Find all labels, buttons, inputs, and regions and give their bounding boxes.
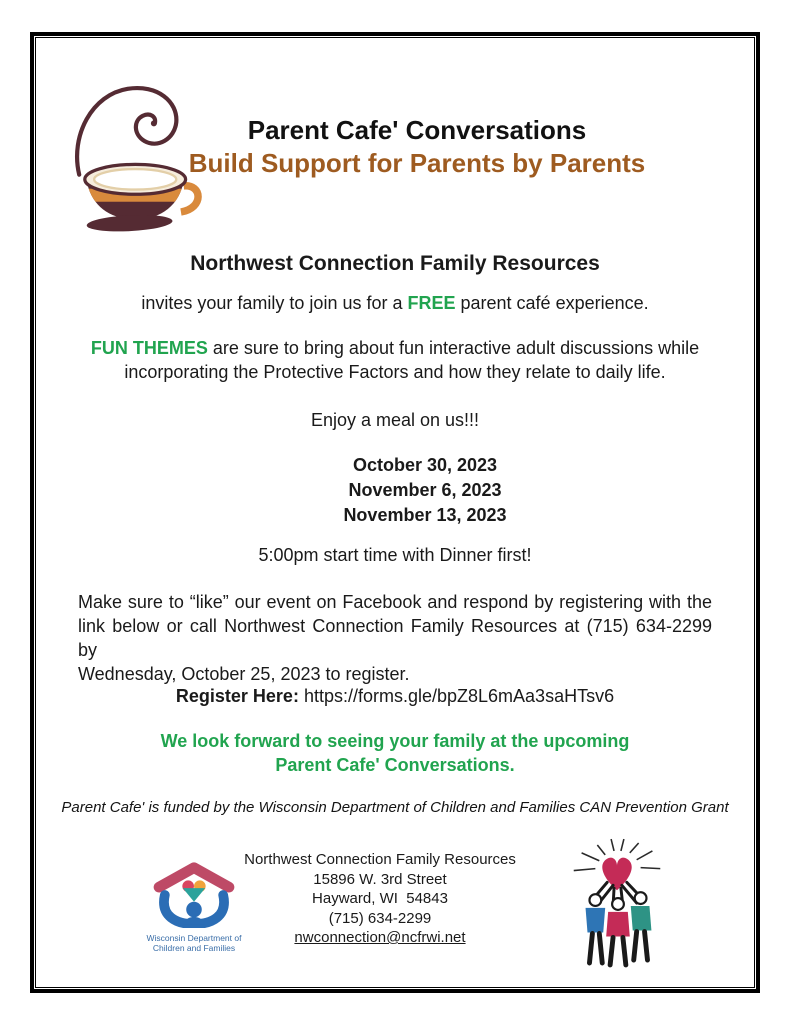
footer xyxy=(34,842,756,982)
themes-line-2: incorporating the Protective Factors and how they relate to daily life. xyxy=(124,362,666,382)
footer-org-name: Northwest Connection Family Resources xyxy=(244,851,516,868)
invite-line xyxy=(34,293,756,314)
flyer-title: Parent Cafe' Conversations xyxy=(247,115,587,145)
meal-line: Enjoy a meal on us!!! xyxy=(310,410,480,430)
page-border xyxy=(30,32,760,993)
registration-url[interactable]: https://forms.gle/bpZ8L6mAa3saHTsv6 xyxy=(303,686,615,706)
flyer-subtitle: Build Support for Parents by Parents xyxy=(188,148,646,178)
themes-line-1 xyxy=(34,336,756,360)
closing-line-2: Parent Cafe' Conversations. xyxy=(275,755,515,775)
event-date: November 13, 2023 xyxy=(343,505,507,525)
invite-text-post: parent café experience. xyxy=(455,293,649,313)
event-dates xyxy=(94,453,756,528)
themes-paragraph xyxy=(34,336,756,384)
funding-note: Parent Cafe' is funded by the Wisconsin Department of Children and Families CAN Prevention Grant xyxy=(61,799,729,816)
start-time-line: 5:00pm start time with Dinner first! xyxy=(258,545,532,565)
org-heading: Northwest Connection Family Resources xyxy=(190,252,600,275)
footer-street: 15896 W. 3rd Street xyxy=(313,870,447,888)
register-here-label: Register Here: xyxy=(175,686,304,706)
wdcf-logo-text-line-2: Children and Families xyxy=(152,943,236,953)
registration-paragraph-line: Make sure to “like” our event on Facebook and respond by registering with the xyxy=(78,592,712,612)
free-highlight: FREE xyxy=(407,293,456,313)
closing-message xyxy=(34,729,756,777)
closing-line-1: We look forward to seeing your family at the upcoming xyxy=(160,731,630,751)
family-holding-heart-logo-icon xyxy=(558,838,676,970)
invite-text-pre: invites your family to join us for a xyxy=(141,293,408,313)
footer-city-state-zip: Hayward, WI 54843 xyxy=(312,890,448,907)
footer-email-link[interactable]: nwconnection@ncfrwi.net xyxy=(294,929,466,946)
registration-paragraph-line: Wednesday, October 25, 2023 to register. xyxy=(78,664,410,684)
event-date: November 6, 2023 xyxy=(348,480,502,500)
fun-themes-highlight: FUN THEMES xyxy=(90,338,208,358)
registration-paragraph xyxy=(34,590,756,686)
footer-phone: (715) 634-2299 xyxy=(328,909,432,927)
register-here-line xyxy=(34,686,756,707)
event-date: October 30, 2023 xyxy=(352,455,498,475)
header xyxy=(34,36,756,238)
themes-line-1-rest: are sure to bring about fun interactive adult discussions while xyxy=(207,338,700,358)
wdcf-logo-text-line-1: Wisconsin Department of xyxy=(146,933,242,943)
registration-paragraph-line: link below or call Northwest Connection Family Resources at (715) 634-2299 by xyxy=(78,616,712,660)
